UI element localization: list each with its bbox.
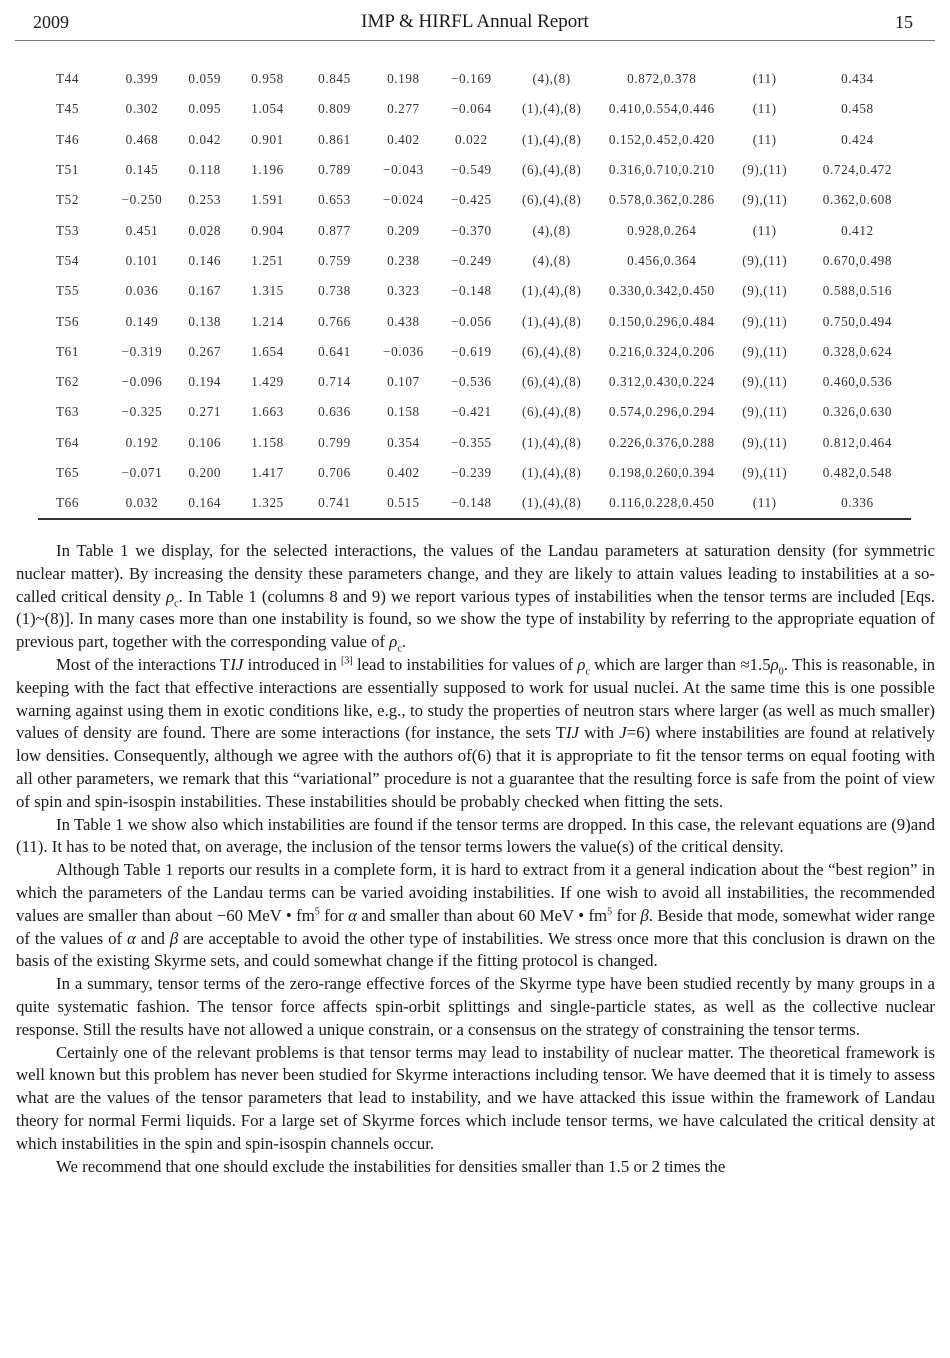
table-cell: 0.456,0.364 (627, 252, 697, 268)
table-cell: 0.238 (387, 252, 420, 268)
table-cell: 1.429 (251, 374, 284, 390)
table-cell: (4),(8) (532, 252, 571, 268)
table-cell: 0.460,0.536 (822, 374, 893, 390)
table-cell: 0.253 (188, 192, 222, 208)
interaction-name: T56 (56, 313, 80, 329)
table-cell: (1),(4),(8) (521, 434, 582, 450)
interaction-name: T45 (56, 101, 80, 117)
table-row (38, 64, 911, 94)
table-cell: 0.904 (251, 222, 284, 238)
table-cell: (1),(4),(8) (521, 313, 582, 329)
table-cell: (9),(11) (742, 162, 788, 178)
table-cell: 1.591 (251, 192, 284, 208)
table-cell: 0.116,0.228,0.450 (609, 495, 715, 511)
table-cell: 0.302 (125, 101, 159, 117)
table-cell: 0.958 (251, 71, 284, 87)
table-cell: (9),(11) (742, 374, 788, 390)
table-cell: 0.578,0.362,0.286 (608, 192, 715, 208)
table-cell: 0.468 (125, 131, 159, 147)
table-cell: (4),(8) (532, 222, 571, 238)
header-title: IMP & HIRFL Annual Report (361, 11, 589, 32)
table-cell: (9),(11) (742, 404, 788, 420)
table-cell: 1.196 (251, 162, 284, 178)
table-cell: 0.412 (841, 222, 874, 238)
table-row (38, 367, 911, 397)
table-cell: 0.724,0.472 (822, 162, 893, 178)
table-cell: 0.198 (387, 71, 420, 87)
landau-parameters-table (38, 64, 911, 520)
table-cell: (6),(4),(8) (521, 404, 582, 420)
table-cell: (9),(11) (742, 283, 788, 299)
interaction-name: T54 (56, 252, 80, 268)
table-cell: 0.059 (188, 71, 222, 87)
table-cell: 0.434 (841, 71, 874, 87)
table-cell: 0.042 (188, 131, 222, 147)
table-cell: 0.812,0.464 (822, 434, 893, 450)
page-number: 15 (895, 12, 913, 32)
table-cell: (11) (752, 495, 777, 511)
table-cell: −0.619 (451, 343, 492, 359)
table-cell: 1.315 (251, 283, 284, 299)
table-cell: (4),(8) (532, 71, 571, 87)
table-cell: 0.588,0.516 (822, 283, 893, 299)
table-cell: 0.354 (387, 434, 420, 450)
table-cell: 0.267 (188, 343, 222, 359)
table-cell: −0.249 (451, 252, 492, 268)
table-cell: 0.424 (841, 131, 874, 147)
table-cell: 0.106 (188, 434, 222, 450)
table-cell: 0.326,0.630 (822, 404, 893, 420)
table-cell: −0.425 (451, 192, 492, 208)
table-cell: (9),(11) (742, 252, 788, 268)
paragraph-1: In Table 1 we display, for the selected interactions, the values of the Landau parameters at saturation density (for symmetric nuclear matter). By increasing the density these parameters change, and they are likely to attain values leading to instabilities at a so-called critical density $\rho_c$. In Table 1 (columns 8 and 9) we report various types of instabilities when the tensor terms are included [Eqs. (1)~(8)]. In many cases more than one instability is found, so we show the type of instability by referring to the appropriate equation of previous part, together with the corresponding value of $\rho_c$. (16, 541, 935, 655)
interaction-name: T63 (56, 404, 80, 420)
table-cell: (1),(4),(8) (521, 465, 582, 480)
table-cell: (9),(11) (742, 343, 788, 359)
table-cell: 0.198,0.260,0.394 (608, 465, 715, 480)
table-cell: −0.071 (121, 465, 163, 480)
paragraph-3: In Table 1 we show also which instabilities are found if the tensor terms are dropped. In this case, the relevant equations are (9)and (11). It has to be noted that, on average, the inclusion of the tensor terms lowers the value(s) of the critical density. (16, 814, 935, 857)
table-cell: 0.277 (387, 101, 420, 117)
page-header (15, 8, 935, 41)
table-cell: 0.410,0.554,0.446 (608, 101, 715, 117)
table-cell: 0.226,0.376,0.288 (608, 434, 715, 450)
table-cell: (9),(11) (742, 192, 788, 208)
header-year: 2009 (33, 12, 69, 32)
table-row (38, 337, 911, 367)
table-row (38, 397, 911, 427)
table-cell: 0.861 (318, 131, 351, 147)
table-cell: −0.043 (383, 162, 424, 178)
paragraph-6: Certainly one of the relevant problems is that tensor terms may lead to instability of nuclear matter. The theoretical framework is well known but this problem has never been studied for Skyrme interactions including tensor. We have deemed that it is timely to assess what are the values of the tensor parameters that lead to instability, and we have attacked this issue within the framework of Landau theory for normal Fermi liquids. For a large set of Skyrme forces which include tensor terms, we have calculated the critical density at which instabilities in the spin and spin-isospin channels occur. (16, 1042, 935, 1153)
table-cell: 0.107 (387, 374, 420, 390)
table-cell: 0.194 (188, 374, 222, 390)
interaction-name: T61 (56, 343, 80, 359)
table-cell: 0.149 (125, 313, 159, 329)
table-cell: −0.148 (451, 495, 492, 511)
interaction-name: T51 (56, 162, 80, 178)
table-cell: (11) (752, 131, 777, 147)
table-cell: (11) (752, 222, 777, 238)
table-cell: 0.312,0.430,0.224 (608, 374, 715, 390)
table-cell: −0.024 (383, 192, 424, 208)
table-cell: −0.148 (451, 283, 492, 299)
interaction-name: T44 (56, 71, 80, 87)
table-cell: −0.169 (451, 71, 492, 87)
table-cell: (1),(4),(8) (521, 131, 582, 147)
table-cell: 0.402 (387, 131, 420, 147)
citation-ref[interactable]: [3] (341, 655, 353, 667)
table-cell: 1.417 (251, 465, 284, 480)
paragraph-4: Although Table 1 reports our results in a complete form, it is hard to extract from it a general indication about the “best region” in which the parameters of the Landau terms can be varied avoiding instabilities. If one wish to avoid all instabilities, the recommended values are smaller than about −60 MeV • $fm^5$ for α and smaller than about 60 MeV • $fm^5$ for β. Beside that mode, somewhat wider range of the values of α and β are acceptable to avoid the other type of instabilities. We stress once more that this conclusion is drawn on the basis of the existing Skyrme sets, and could somewhat change if the fitting protocol is changed. (16, 860, 935, 971)
table-cell: 1.251 (251, 252, 284, 268)
table-cell: −0.355 (451, 434, 492, 450)
table-cell: −0.370 (451, 222, 492, 238)
table-cell: −0.319 (121, 343, 163, 359)
table-cell: (1),(4),(8) (521, 495, 582, 511)
table-cell: 0.741 (318, 495, 351, 511)
table-cell: 0.330,0.342,0.450 (608, 283, 715, 299)
table-cell: (11) (752, 71, 777, 87)
table-cell: (6),(4),(8) (521, 374, 582, 390)
table-cell: 0.515 (387, 495, 420, 511)
table-cell: 0.799 (318, 434, 351, 450)
table-cell: −0.096 (121, 374, 163, 390)
table-cell: 0.901 (251, 131, 284, 147)
table-row (38, 458, 911, 488)
table-cell: 0.809 (318, 101, 351, 117)
table-cell: 0.158 (387, 404, 420, 420)
table-cell: 0.209 (387, 222, 420, 238)
table-cell: 0.714 (318, 374, 351, 390)
table-cell: (1),(4),(8) (521, 283, 582, 299)
interaction-name: T62 (56, 374, 80, 390)
table-cell: 1.158 (251, 434, 284, 450)
table-cell: 0.118 (188, 162, 221, 178)
table-row (38, 215, 911, 245)
table-cell: 0.759 (318, 252, 351, 268)
table-cell: 1.054 (251, 101, 284, 117)
table-cell: 0.451 (125, 222, 159, 238)
table-cell: 0.438 (387, 313, 420, 329)
table-cell: 0.036 (125, 283, 159, 299)
table-cell: 1.325 (251, 495, 284, 511)
table-cell: 0.670,0.498 (822, 252, 893, 268)
table-row (38, 246, 911, 276)
paragraph-2: Most of the interactions TIJ introduced in [3] lead to instabilities for values of $\rho_c$ which are larger than $\approx 1.5\rho_0$. This is reasonable, in keeping with the fact that effective interactions are essentially supposed to work for usual nuclei. At the same time this is one possible warning against using them in exotic conditions like, e.g., to study the properties of neutron stars where larger (as well as much smaller) values of density are found. There are some interactions (for instance, the sets TIJ with J=6) where instabilities are found at relatively low densities. Consequently, although we agree with the authors of(6) that it is appropriate to fit the tensor terms on equal footing with all other parameters, we remark that this “variational” procedure is not a guarantee that the resulting force is safe from the point of view of spin and spin-isospin instabilities. These instabilities should be probably checked when fitting the sets. (16, 654, 936, 811)
table-cell: 0.146 (188, 252, 222, 268)
table-cell: 0.399 (125, 71, 159, 87)
table-cell: 0.653 (318, 192, 351, 208)
table-row (38, 306, 911, 336)
table-row (38, 155, 911, 185)
table-cell: 0.641 (318, 343, 351, 359)
table-cell: −0.036 (383, 343, 424, 359)
table-cell: 0.402 (387, 465, 420, 480)
table-cell: 0.877 (318, 222, 351, 238)
table-cell: (9),(11) (742, 313, 788, 329)
table-row (38, 428, 911, 458)
table-cell: −0.239 (451, 465, 492, 480)
paragraph-7: We recommend that one should exclude the instabilities for densities smaller than 1.5 or 2 times the (56, 1156, 726, 1176)
table-cell: 0.271 (188, 404, 222, 420)
table-row (38, 125, 911, 155)
table-row (38, 94, 911, 124)
table-cell: −0.250 (121, 192, 163, 208)
table-cell: (11) (752, 101, 777, 117)
table-cell: 1.654 (251, 343, 284, 359)
table-cell: 0.164 (188, 495, 222, 511)
table-cell: 0.323 (387, 283, 420, 299)
table-row (38, 488, 911, 519)
table-cell: (6),(4),(8) (521, 343, 582, 359)
table-cell: 0.328,0.624 (822, 343, 893, 359)
table-cell: −0.064 (451, 101, 492, 117)
table-cell: 0.138 (188, 313, 222, 329)
table-cell: (1),(4),(8) (521, 101, 582, 117)
table-cell: 0.101 (125, 252, 159, 268)
table-cell: (6),(4),(8) (521, 162, 582, 178)
table-cell: 0.095 (188, 101, 222, 117)
table-row (38, 276, 911, 306)
table-cell: 0.145 (125, 162, 159, 178)
table-cell: 0.706 (318, 465, 351, 480)
table-cell: (9),(11) (742, 465, 788, 480)
table-cell: 0.216,0.324,0.206 (608, 343, 715, 359)
table-cell: 0.316,0.710,0.210 (608, 162, 715, 178)
table-cell: 1.663 (251, 404, 284, 420)
table-cell: 0.362,0.608 (822, 192, 893, 208)
table-cell: (9),(11) (742, 434, 788, 450)
interaction-name: T65 (56, 465, 80, 480)
table-cell: −0.325 (121, 404, 163, 420)
table-cell: −0.421 (451, 404, 492, 420)
table-cell: 0.022 (455, 131, 488, 147)
table-cell: 0.150,0.296,0.484 (608, 313, 715, 329)
table-cell: −0.536 (451, 374, 492, 390)
table-cell: 0.192 (125, 434, 159, 450)
paragraph-5: In a summary, tensor terms of the zero-range effective forces of the Skyrme type have been studied recently by many groups in a quite systematic fashion. The tensor force affects spin-orbit splittings and single-particle states, as well as the collective nuclear response. Still the results have not allowed a unique constrain, or a consensus on the strategy of constraining the tensor terms. (16, 974, 935, 1039)
table-cell: 0.458 (841, 101, 874, 117)
table-cell: 0.750,0.494 (822, 313, 893, 329)
table-cell: 0.766 (318, 313, 351, 329)
table-cell: 1.214 (251, 313, 284, 329)
interaction-name: T64 (56, 434, 80, 450)
interaction-name: T55 (56, 283, 80, 299)
table-cell: 0.789 (318, 162, 351, 178)
interaction-name: T66 (56, 495, 80, 511)
table-cell: 0.167 (188, 283, 222, 299)
table-cell: 0.482,0.548 (822, 465, 893, 480)
table-cell: 0.872,0.378 (627, 71, 697, 87)
table-cell: 0.152,0.452,0.420 (608, 131, 715, 147)
table-cell: 0.928,0.264 (627, 222, 697, 238)
interaction-name: T53 (56, 222, 80, 238)
table-cell: 0.636 (318, 404, 351, 420)
interaction-name: T52 (56, 192, 80, 208)
table-cell: 0.200 (188, 465, 222, 480)
table-cell: −0.056 (451, 313, 492, 329)
table-cell: 0.738 (318, 283, 351, 299)
body-text (16, 540, 935, 1178)
table-cell: 0.032 (125, 495, 159, 511)
interaction-name: T46 (56, 131, 80, 147)
table-row (38, 185, 911, 215)
table-cell: 0.845 (318, 71, 351, 87)
table-cell: (6),(4),(8) (521, 192, 582, 208)
table-cell: 0.028 (188, 222, 222, 238)
table-cell: −0.549 (451, 162, 492, 178)
table-cell: 0.574,0.296,0.294 (608, 404, 715, 420)
table-cell: 0.336 (841, 495, 874, 511)
